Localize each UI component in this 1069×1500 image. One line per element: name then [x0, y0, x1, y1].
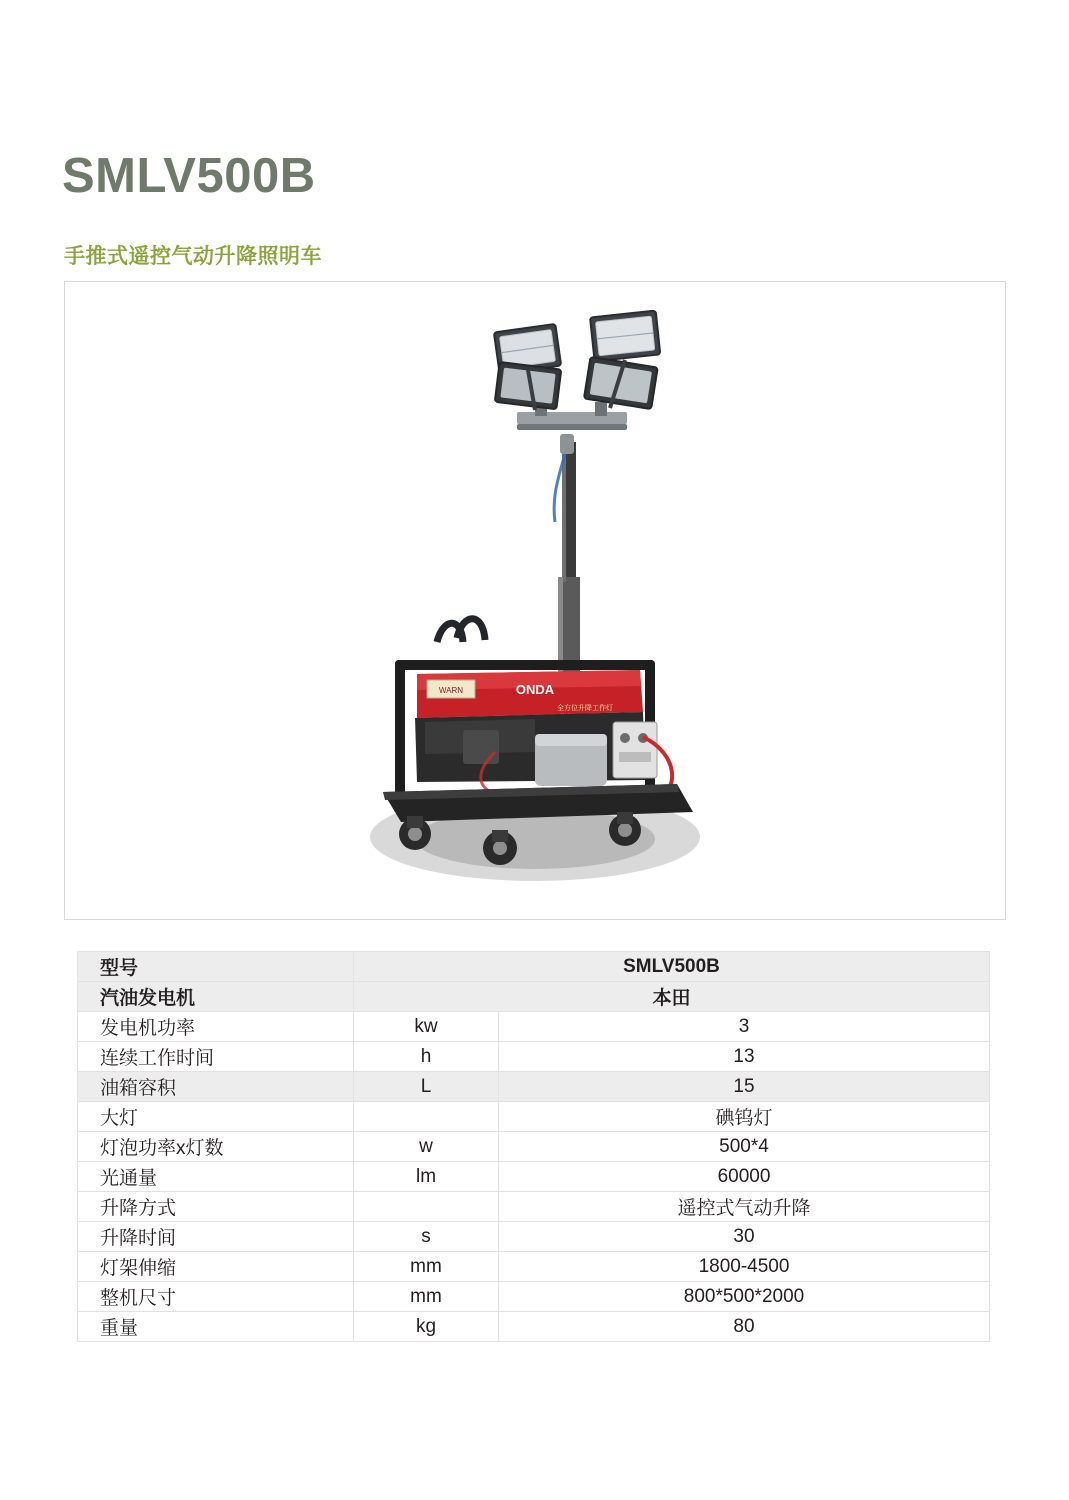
- spec-unit: w: [354, 1132, 499, 1162]
- table-row: [78, 1132, 990, 1162]
- spec-name: 升降方式: [78, 1192, 354, 1222]
- spec-unit: h: [354, 1042, 499, 1072]
- spec-value: 80: [499, 1312, 990, 1342]
- table-row: [78, 1042, 990, 1072]
- specification-table: [77, 951, 990, 1342]
- svg-text:ONDA: ONDA: [515, 682, 555, 697]
- spec-unit: [354, 1102, 499, 1132]
- table-row: [78, 1312, 990, 1342]
- spec-name: 灯架伸缩: [78, 1252, 354, 1282]
- svg-text:全方位升降工作灯: 全方位升降工作灯: [557, 705, 613, 712]
- spec-value: 碘钨灯: [499, 1102, 990, 1132]
- table-row: [78, 1252, 990, 1282]
- spec-unit: lm: [354, 1162, 499, 1192]
- table-row: [78, 1192, 990, 1222]
- spec-unit: [354, 1192, 499, 1222]
- spec-unit: mm: [354, 1252, 499, 1282]
- spec-value: 15: [499, 1072, 990, 1102]
- table-row: [78, 1102, 990, 1132]
- spec-value: 500*4: [499, 1132, 990, 1162]
- spec-name: 灯泡功率x灯数: [78, 1132, 354, 1162]
- spec-name: 汽油发电机: [78, 982, 354, 1012]
- spec-name: 升降时间: [78, 1222, 354, 1252]
- table-row: [78, 982, 990, 1012]
- spec-name: 发电机功率: [78, 1012, 354, 1042]
- spec-name: 重量: [78, 1312, 354, 1342]
- spec-unit: mm: [354, 1282, 499, 1312]
- table-row: [78, 1072, 990, 1102]
- spec-value: 13: [499, 1042, 990, 1072]
- spec-unit: kw: [354, 1012, 499, 1042]
- spec-name: 光通量: [78, 1162, 354, 1192]
- spec-name: 大灯: [78, 1102, 354, 1132]
- spec-value: 本田: [354, 982, 990, 1012]
- spec-unit: kg: [354, 1312, 499, 1342]
- table-row: [78, 1222, 990, 1252]
- product-photo: [65, 282, 1005, 919]
- spec-value: 遥控式气动升降: [499, 1192, 990, 1222]
- table-row: [78, 1012, 990, 1042]
- table-row: [78, 1162, 990, 1192]
- page-subtitle: 手推式遥控气动升降照明车: [64, 245, 322, 268]
- spec-unit: s: [354, 1222, 499, 1252]
- spec-name: 整机尺寸: [78, 1282, 354, 1312]
- spec-unit: L: [354, 1072, 499, 1102]
- spec-value: SMLV500B: [354, 952, 990, 982]
- spec-name: 连续工作时间: [78, 1042, 354, 1072]
- specification-table-body: [78, 952, 990, 1342]
- product-image-frame: [64, 281, 1006, 920]
- spec-name: 油箱容积: [78, 1072, 354, 1102]
- spec-value: 1800-4500: [499, 1252, 990, 1282]
- spec-value: 3: [499, 1012, 990, 1042]
- page-title: SMLV500B: [62, 149, 316, 203]
- svg-text:WARN: WARN: [438, 686, 464, 695]
- table-row: [78, 1282, 990, 1312]
- spec-value: 30: [499, 1222, 990, 1252]
- spec-value: 800*500*2000: [499, 1282, 990, 1312]
- table-row: [78, 952, 990, 982]
- spec-value: 60000: [499, 1162, 990, 1192]
- spec-name: 型号: [78, 952, 354, 982]
